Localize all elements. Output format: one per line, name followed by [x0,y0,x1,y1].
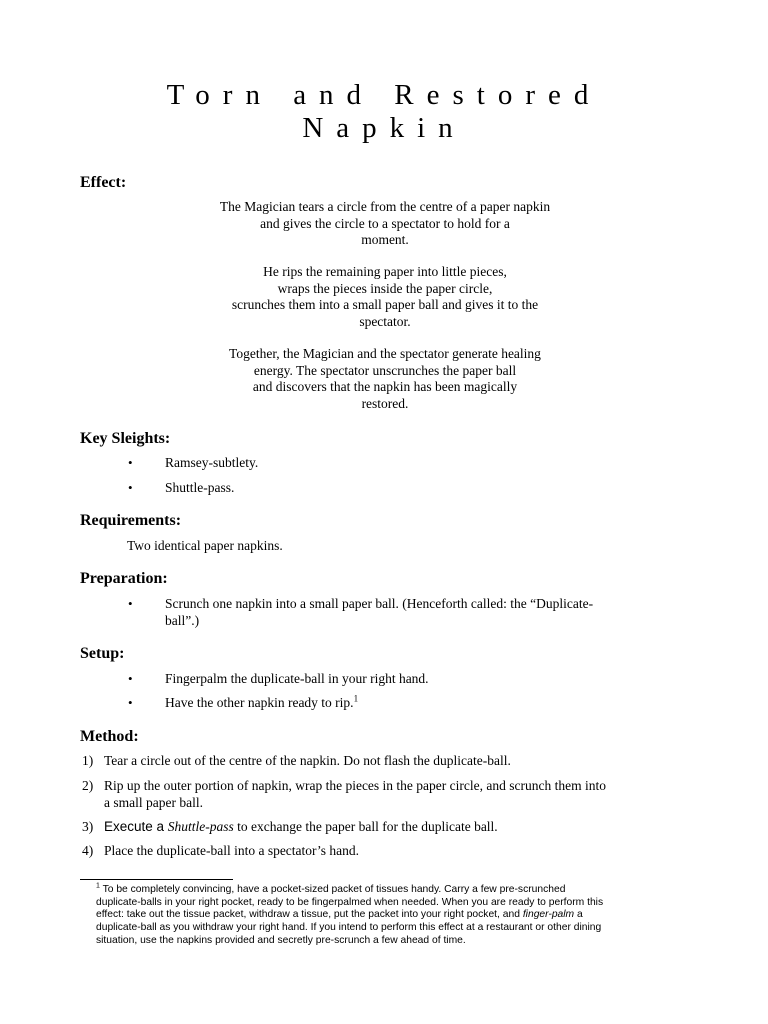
text-line: moment. [361,232,409,247]
step-number: 2) [82,778,94,793]
text-line: ball”.) [165,612,200,628]
text-line: The Magician tears a circle from the centre of a paper napkin [219,199,551,214]
footnote [96,884,686,948]
text-line: situation, use the napkins provided and secretly pre-scrunch a few ahead of time. [96,934,466,946]
text-line: a small paper ball. [104,794,203,810]
footnote-marker: 1 [96,882,100,890]
key-sleights-heading: Key Sleights: [80,430,171,447]
footnote-reference[interactable]: 1 [353,693,359,704]
requirements-heading: Requirements: [80,512,182,529]
step-text-prefix: Execute a [104,819,168,834]
footnote-text: To be completely convincing, have a pocket-sized packet of tissues handy. Carry a few pre-scrunched [102,884,566,895]
text-line: spectator. [359,313,411,329]
step-number: 1) [82,753,94,768]
list-item-text: Shuttle-pass. [165,480,235,495]
list-item-text [165,596,665,629]
effect-paragraph-3 [190,346,580,412]
text-line: duplicate-balls in your right pocket, ready to be fingerpalmed when needed. When you are ready to perform this [96,896,604,908]
footnote-text: a [574,909,583,921]
text-line: and discovers that the napkin has been magically [252,379,518,394]
text-line: energy. The spectator unscrunches the paper ball [253,362,517,378]
bullet-icon: • [128,596,133,611]
text-line: Tear a circle out of the centre of the napkin. Do not flash the duplicate-ball. [104,753,511,768]
text-line: Together, the Magician and the spectator generate healing [229,346,541,361]
text-line: and gives the circle to a spectator to hold for a [260,215,510,231]
text-line: scrunches them into a small paper ball and gives it to the [231,297,539,312]
text-line [96,909,686,922]
list-item-text: Fingerpalm the duplicate-ball in your right hand. [165,671,429,686]
footnote-divider [80,879,233,880]
text-line: Place the duplicate-ball into a spectator’s hand. [104,843,360,858]
method-heading: Method: [80,728,139,745]
shuttle-pass-term: Shuttle-pass [167,819,234,834]
text-line: Rip up the outer portion of napkin, wrap the pieces in the paper circle, and scrunch them into [104,778,606,793]
effect-heading: Effect: [80,174,127,191]
text-line [96,884,686,897]
list-item-label: Have the other napkin ready to rip. [165,695,354,710]
bullet-icon: • [128,480,133,495]
text-line: restored. [361,395,409,411]
step-number: 3) [82,819,94,834]
bullet-icon: • [128,455,133,470]
text-line: He rips the remaining paper into little pieces, [263,264,507,279]
method-step-4 [104,843,694,860]
effect-paragraph-1 [190,199,580,249]
text-line: duplicate-ball as you withdraw your right hand. If you intend to perform this effect at a restaurant or other dining [96,922,602,934]
bullet-icon: • [128,671,133,686]
list-item-text [165,695,665,712]
method-step-1 [104,753,694,770]
footnote-text: effect: take out the tissue packet, withdraw a tissue, put the packet into your right pocket, and [96,909,523,921]
setup-heading: Setup: [80,645,125,662]
preparation-heading: Preparation: [80,570,168,587]
finger-palm-term: finger-palm [522,909,575,921]
step-text-suffix: to exchange the paper ball for the duplicate ball. [233,819,498,834]
list-item-text: Ramsey-subtlety. [165,455,259,470]
method-step-3 [104,819,694,836]
method-step-2 [104,778,694,811]
effect-paragraph-2 [190,264,580,330]
text-line: Scrunch one napkin into a small paper ball. (Henceforth called: the “Duplicate- [165,596,594,611]
document-title-line-1: Torn and Restored [166,79,602,111]
requirements-text: Two identical paper napkins. [127,538,283,553]
document-title-line-2: Napkin [302,112,466,144]
bullet-icon: • [128,695,133,710]
text-line: wraps the pieces inside the paper circle, [277,280,493,296]
step-number: 4) [82,843,94,858]
